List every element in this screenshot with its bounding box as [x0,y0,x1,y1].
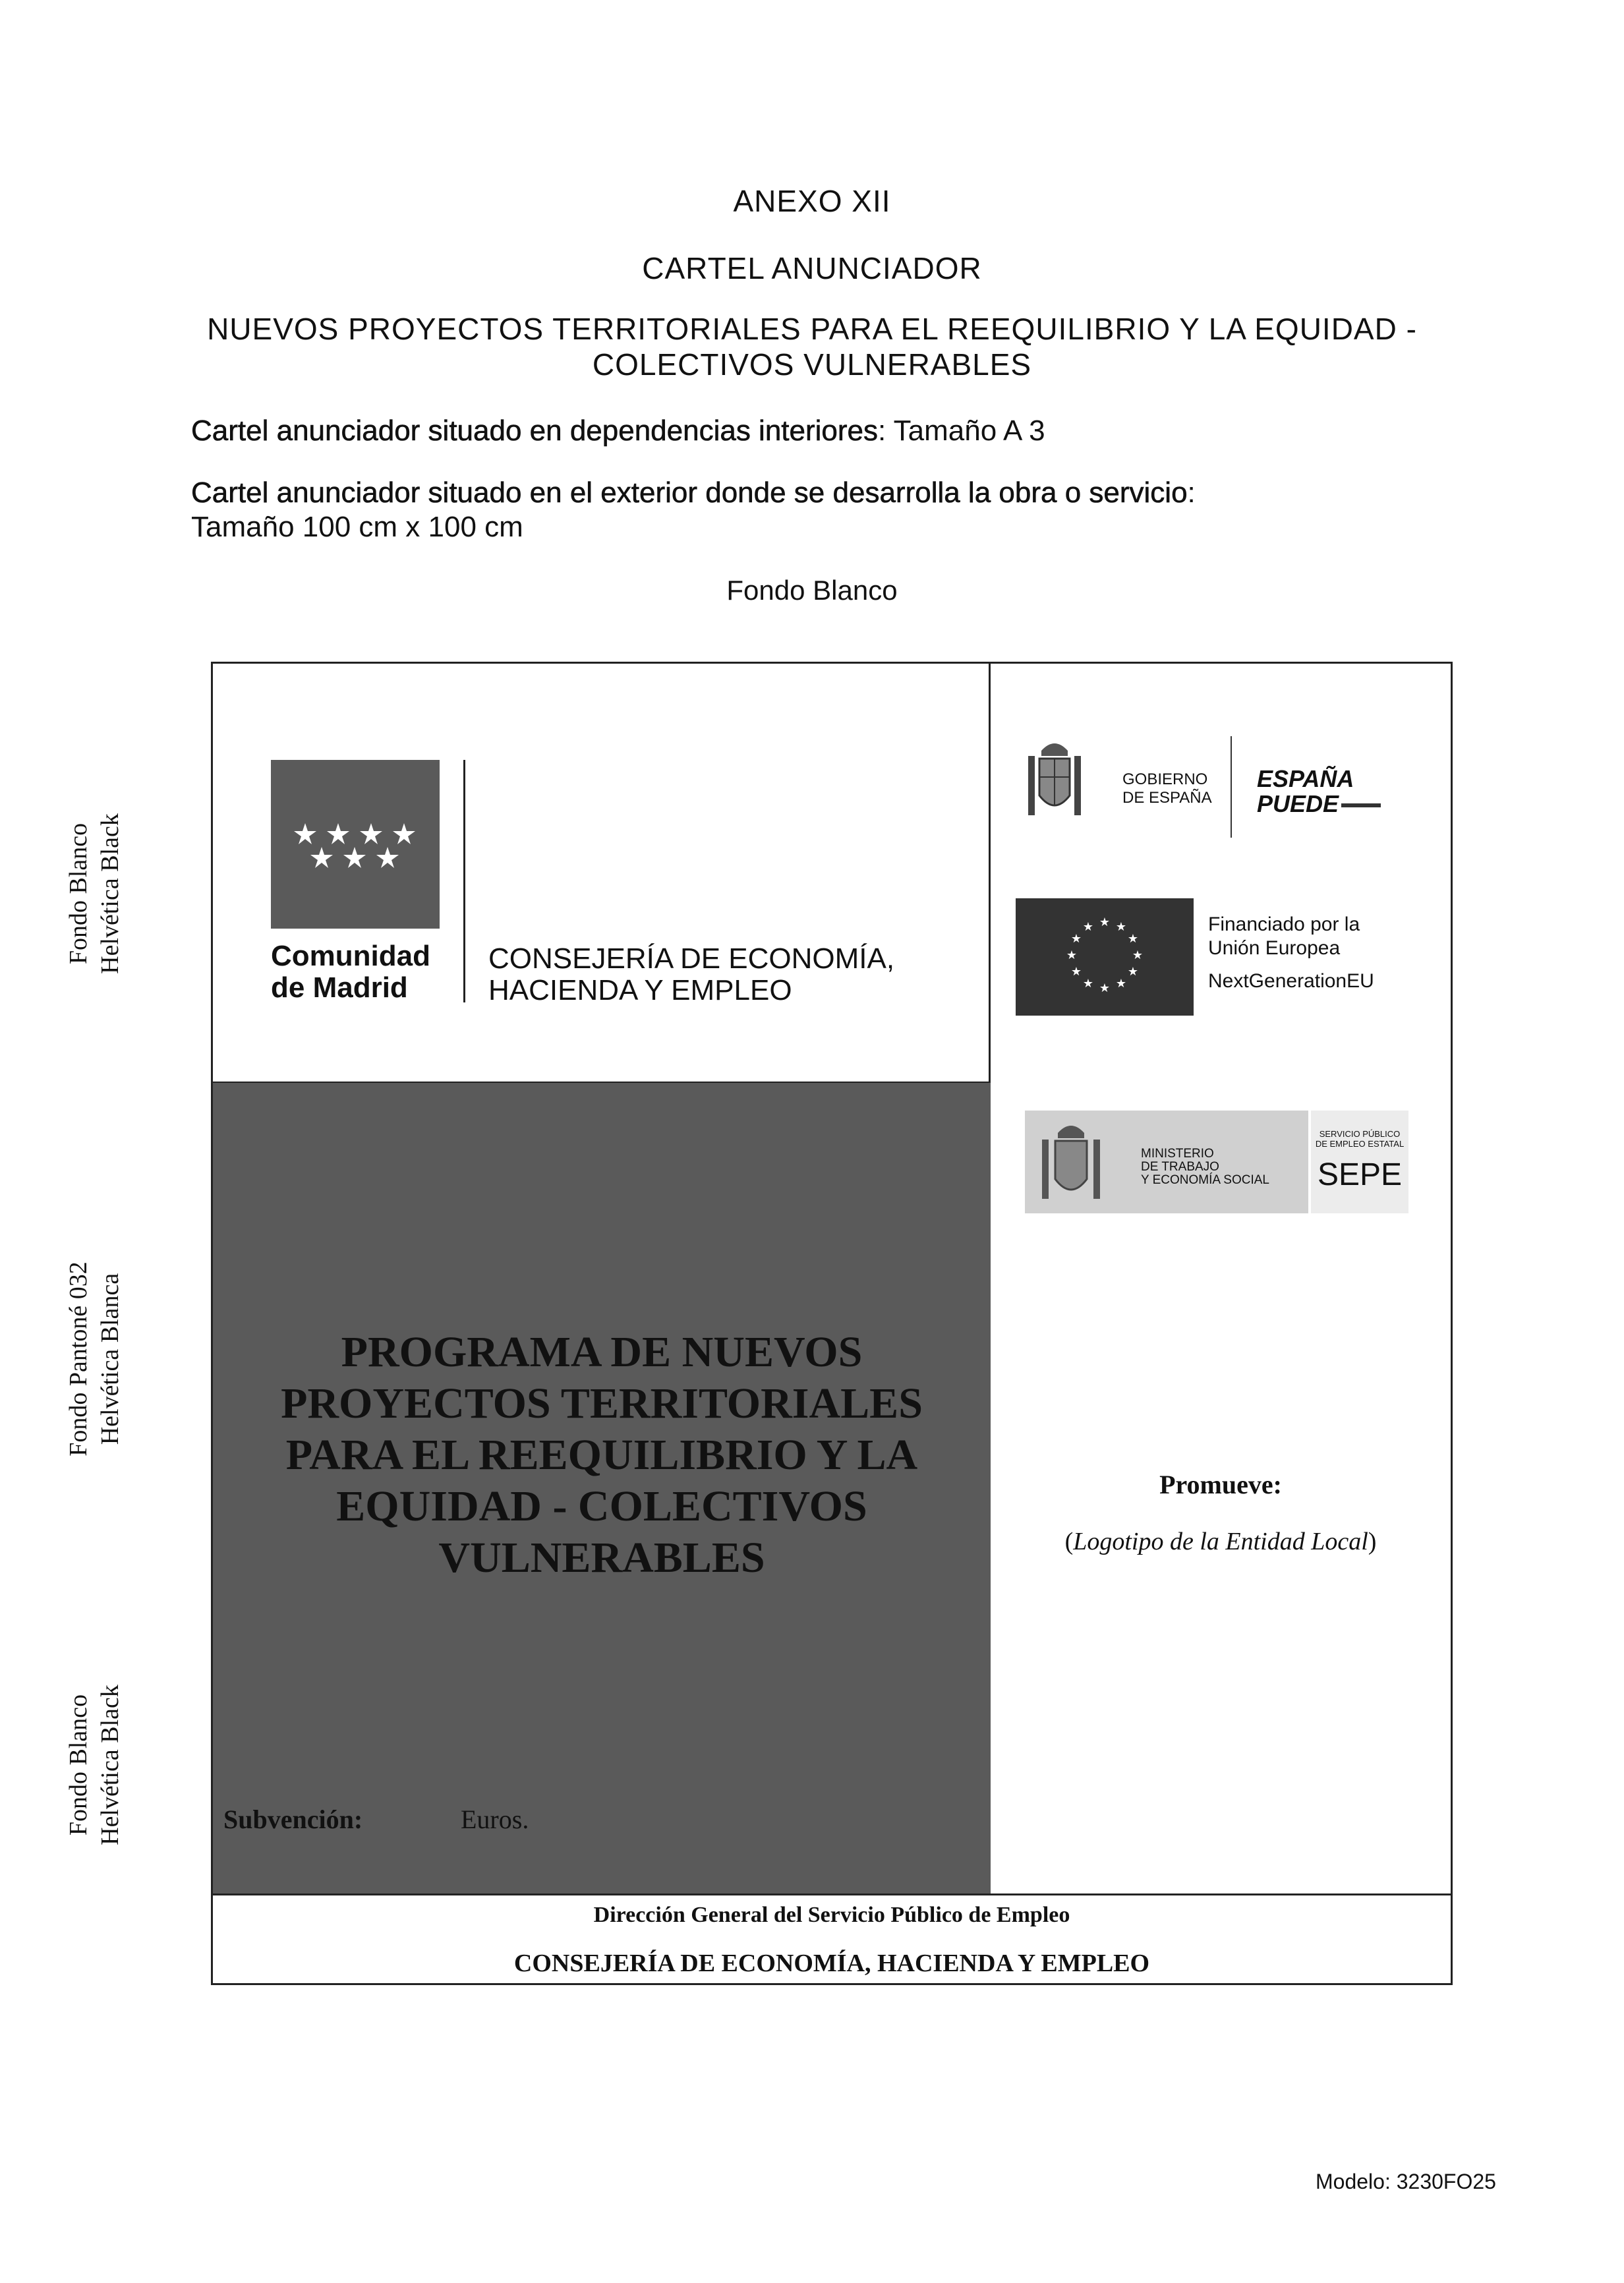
ministerio-line2: DE TRABAJO [1141,1160,1219,1174]
spain-coat-of-arms-icon [1025,736,1084,822]
ministerio-line3: Y ECONOMÍA SOCIAL [1141,1173,1269,1187]
sepe-small-line2: DE EMPLEO ESTATAL [1315,1139,1405,1149]
espana-puede-word: PUEDE [1257,790,1339,817]
program-block [213,1083,991,1893]
logo-paren-close: ) [1368,1528,1377,1555]
svg-text:★: ★ [1115,920,1127,934]
interior-size-line [191,414,1045,448]
exterior-value: Tamaño 100 cm x 100 cm [191,511,523,543]
exterior-size-line [191,476,1196,544]
program-title-line5: VULNERABLES [438,1534,765,1582]
model-code: Modelo: 3230FO25 [1316,2170,1496,2193]
espana-puede-line1: ESPAÑA [1257,765,1354,792]
gobierno-separator [1231,736,1232,838]
svg-text:★: ★ [1099,981,1111,995]
svg-text:★: ★ [1132,948,1144,962]
eu-line2: Unión Europea [1208,937,1341,959]
document-title: CARTEL ANUNCIADOR [642,251,982,285]
logo-placeholder-text: Logotipo de la Entidad Local [1073,1528,1368,1555]
espana-puede-logo [1257,766,1381,817]
madrid-name-line2: de Madrid [271,971,408,1004]
svg-text:★: ★ [1070,965,1082,979]
eu-text [1208,913,1374,993]
eu-line3: NextGenerationEU [1208,970,1374,992]
annex-title: ANEXO XII [733,184,891,218]
gobierno-line2: DE ESPAÑA [1122,789,1212,807]
svg-text:★: ★ [1127,965,1139,979]
program-title-line3: PARA EL REEQUILIBRIO Y LA [285,1431,918,1479]
side-label-bottom-line2: Helvética Black [96,1685,124,1845]
sepe-wordmark: SEPE [1317,1157,1403,1192]
side-label-bottom-line1: Fondo Blanco [65,1694,92,1836]
svg-text:★: ★ [1070,932,1082,946]
ministerio-coat-of-arms-icon [1038,1116,1104,1208]
footer-consejeria: CONSEJERÍA DE ECONOMÍA, HACIENDA Y EMPLEO [513,1950,1150,1977]
espana-puede-dash [1341,803,1381,807]
program-title-line4: EQUIDAD - COLECTIVOS [336,1482,867,1530]
subtitle-line-2: COLECTIVOS VULNERABLES [592,347,1032,382]
ministerio-logo [1025,1111,1308,1213]
side-label-middle-line2: Helvética Blanca [96,1273,124,1445]
svg-text:★: ★ [1066,948,1078,962]
espana-puede-line2 [1257,792,1381,817]
program-title-line1: PROGRAMA DE NUEVOS [341,1328,863,1376]
svg-text:★: ★ [1082,977,1094,991]
consejeria-name [488,943,894,1006]
svg-text:★: ★ [1099,915,1111,929]
sepe-small-text [1311,1129,1408,1149]
interior-label: Cartel anunciador situado en dependencias interiores [191,415,879,447]
side-label-top-line2: Helvética Black [96,813,124,974]
consejeria-line1: CONSEJERÍA DE ECONOMÍA, [488,942,895,975]
side-label-bottom [63,1653,129,1877]
exterior-label: Cartel anunciador situado en el exterior donde se desarrolla la obra o servicio [191,477,1188,509]
local-entity-logo-placeholder [991,1527,1451,1556]
footer-direction: Dirección General del Servicio Público de Empleo [593,1903,1070,1927]
program-title [213,1327,991,1584]
subvencion-label: Subvención: [223,1805,363,1834]
exterior-colon: : [1187,477,1196,509]
side-label-top-line1: Fondo Blanco [65,823,92,965]
ministerio-text [1141,1147,1269,1187]
footer-divider [213,1893,1451,1895]
background-note: Fondo Blanco [726,575,898,606]
interior-value: : Tamaño A 3 [878,415,1045,447]
madrid-name [271,940,430,1004]
side-label-middle-line1: Fondo Pantoné 032 [65,1261,92,1457]
sepe-logo [1311,1111,1408,1213]
madrid-flag-logo [271,760,440,929]
eu-flag [1016,898,1194,1016]
eu-line1: Financiado por la [1208,913,1360,935]
svg-text:★: ★ [1127,932,1139,946]
ministerio-line1: MINISTERIO [1141,1147,1214,1161]
logo-paren-open: ( [1064,1528,1074,1555]
program-title-line2: PROYECTOS TERRITORIALES [281,1379,923,1428]
madrid-name-line1: Comunidad [271,940,430,972]
subtitle-line-1: NUEVOS PROYECTOS TERRITORIALES PARA EL REEQUILIBRIO Y LA EQUIDAD - [207,312,1417,346]
madrid-logo-separator [463,760,465,1002]
poster-frame [211,662,1453,1985]
subvencion-unit: Euros. [461,1805,529,1834]
consejeria-line2: HACIENDA Y EMPLEO [488,974,792,1006]
svg-text:★: ★ [1115,977,1127,991]
eu-stars-icon [1016,898,1194,1016]
gobierno-text [1122,770,1212,807]
side-label-top [63,782,129,1006]
madrid-stars-icon [271,760,440,929]
side-label-middle [63,1247,129,1471]
svg-text:★: ★ [1082,920,1094,934]
promueve-label: Promueve: [1159,1470,1282,1499]
sepe-small-line1: SERVICIO PÚBLICO [1319,1129,1401,1139]
gobierno-line1: GOBIERNO [1122,770,1208,788]
